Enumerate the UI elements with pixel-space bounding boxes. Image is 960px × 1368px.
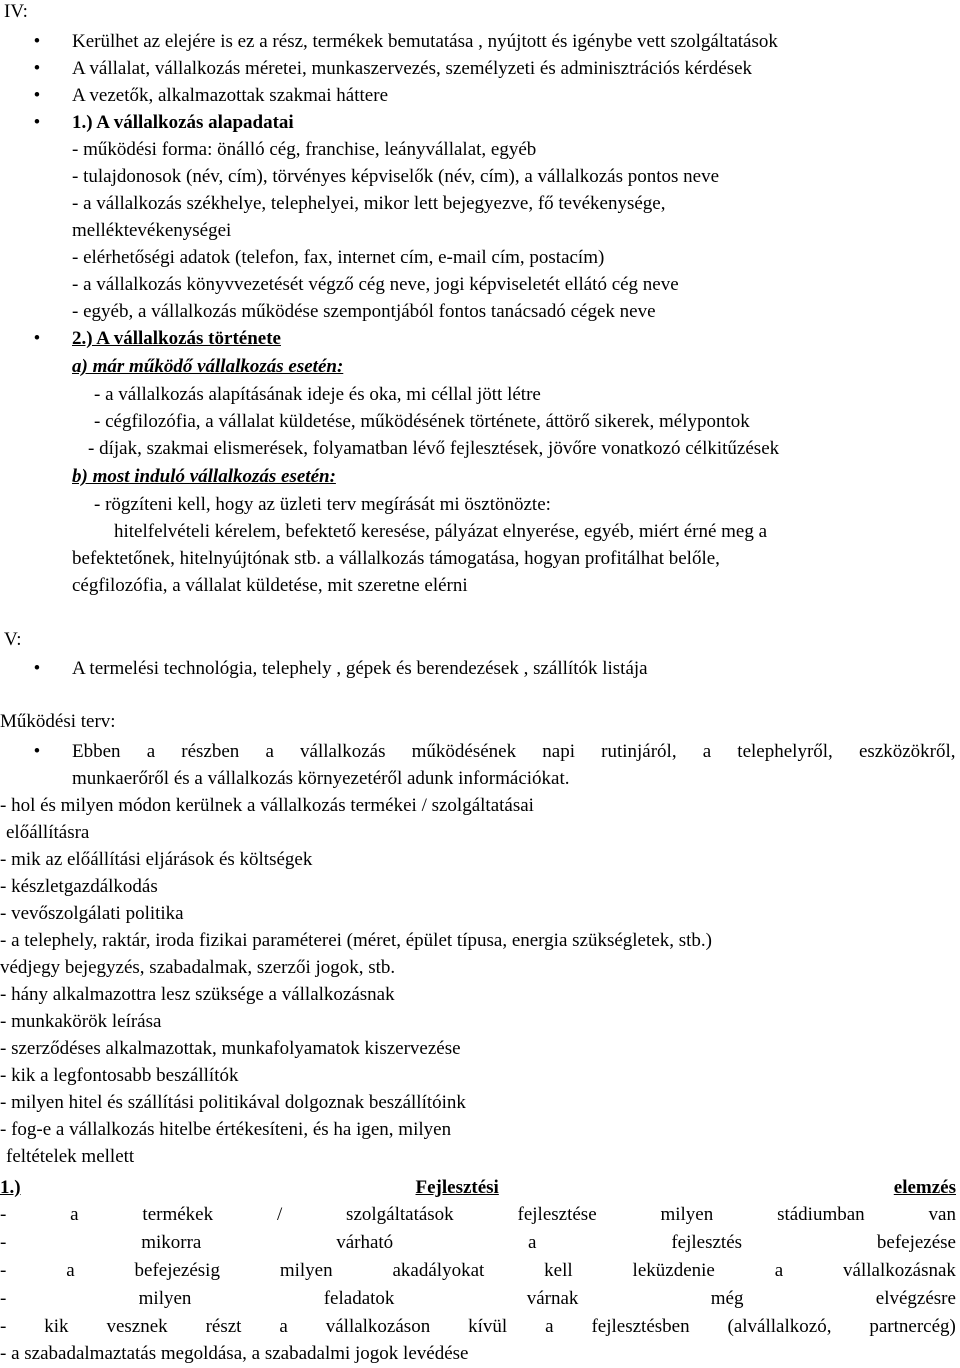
list-item: - elérhetőségi adatok (telefon, fax, internet cím, e-mail cím, postacím) — [72, 247, 605, 268]
list-item: befektetőnek, hitelnyújtónak stb. a vállalkozás támogatása, hogyan profitálhat belőle, — [72, 548, 720, 569]
bullet-icon: • — [33, 328, 41, 349]
bullet-icon: • — [33, 112, 41, 133]
list-item: - a telephely, raktár, iroda fizikai paraméterei (méret, épület típusa, energia szükségletek, stb.) — [0, 930, 712, 951]
list-item: - szerződéses alkalmazottak, munkafolyamatok kiszervezése — [0, 1038, 461, 1059]
justified-row — [0, 1203, 956, 1227]
word: várható — [336, 1232, 394, 1253]
word: milyen — [660, 1204, 714, 1225]
list-item: - munkakörök leírása — [0, 1011, 162, 1032]
subsection-title-development — [0, 1176, 956, 1200]
title-word: Fejlesztési — [415, 1177, 499, 1198]
list-item: - cégfilozófia, a vállalat küldetése, működésének története, áttörő sikerek, mélypontok — [94, 411, 750, 432]
word: részt — [205, 1316, 242, 1337]
word: elvégzésre — [875, 1288, 956, 1309]
title-word: 1.) — [0, 1177, 21, 1198]
word: milyen — [138, 1288, 192, 1309]
word: partnercég) — [869, 1316, 956, 1337]
list-item: melléktevékenységei — [72, 220, 232, 241]
list-item: - a vállalkozás székhelye, telephelyei, mikor lett bejegyezve, fő tevékenysége, — [72, 193, 666, 214]
word: fejlesztés — [671, 1232, 743, 1253]
word: akadályokat — [392, 1260, 485, 1281]
word: van — [928, 1204, 956, 1225]
list-item: A vezetők, alkalmazottak szakmai háttere — [72, 85, 388, 106]
case-title-existing: a) már működő vállalkozás esetén: — [72, 356, 344, 377]
list-item: - mik az előállítási eljárások és költségek — [0, 849, 313, 870]
list-item: - díjak, szakmai elismerések, folyamatban lévő fejlesztések, jövőre vonatkozó célkitűzések — [88, 438, 780, 459]
list-item: hitelfelvételi kérelem, befektető keresése, pályázat elnyerése, egyéb, miért érné meg a — [114, 521, 768, 542]
word: fejlesztésben — [591, 1316, 690, 1337]
list-item: - egyéb, a vállalkozás működése szempontjából fontos tanácsadó cégek neve — [72, 301, 656, 322]
word: vállalkozásnak — [843, 1260, 956, 1281]
justified-line: Ebben a részben a vállalkozás működésének napi rutinjáról, a telephelyről, eszközökről, — [72, 741, 956, 762]
list-item: - a vállalkozás könyvvezetését végző cég neve, jogi képviseletét ellátó cég neve — [72, 274, 679, 295]
word: stádiumban — [777, 1204, 865, 1225]
word: - — [0, 1204, 7, 1225]
section-heading-v: V: — [4, 629, 22, 650]
list-item: feltételek mellett — [6, 1146, 135, 1167]
case-title-new: b) most induló vállalkozás esetén: — [72, 466, 336, 487]
list-item: - tulajdonosok (név, cím), törvényes képviselők (név, cím), a vállalkozás pontos neve — [72, 166, 720, 187]
word: feladatok — [323, 1288, 395, 1309]
list-item: védjegy bejegyzés, szabadalmak, szerzői jogok, stb. — [0, 957, 396, 978]
list-item: - hol és milyen módon kerülnek a vállalkozás termékei / szolgáltatásai — [0, 795, 534, 816]
word: (alvállalkozó, — [727, 1316, 832, 1337]
list-item: előállításra — [6, 822, 90, 843]
bullet-icon: • — [33, 31, 41, 52]
list-item: munkaerőről és a vállalkozás környezetéről adunk információkat. — [72, 768, 570, 789]
list-item: - a szabadalmaztatás megoldása, a szabadalmi jogok levédése — [0, 1343, 469, 1364]
bullet-icon: • — [33, 741, 41, 762]
list-item: A vállalat, vállalkozás méretei, munkaszervezés, személyzeti és adminisztrációs kérdések — [72, 58, 753, 79]
word: - — [0, 1232, 7, 1253]
word: még — [710, 1288, 744, 1309]
subsection-title-basic-data: 1.) A vállalkozás alapadatai — [72, 112, 294, 133]
list-item: Kerülhet az elejére is ez a rész, termékek bemutatása , nyújtott és igénybe vett szolgáltatások — [72, 31, 778, 52]
word: fejlesztése — [517, 1204, 597, 1225]
word: termékek — [142, 1204, 214, 1225]
subsection-title-history: 2.) A vállalkozás története — [72, 328, 281, 349]
word: kik — [44, 1316, 69, 1337]
list-item: - a vállalkozás alapításának ideje és oka, mi céllal jött létre — [94, 384, 541, 405]
list-item: cégfilozófia, a vállalat küldetése, mit szeretne elérni — [72, 575, 468, 596]
justified-row — [0, 1315, 956, 1339]
word: vállalkozáson — [325, 1316, 431, 1337]
section-heading-operations: Működési terv: — [0, 711, 116, 732]
justified-row — [0, 1259, 956, 1283]
word: a — [66, 1260, 75, 1281]
word: a — [545, 1316, 554, 1337]
word: / — [276, 1204, 283, 1225]
list-item: - kik a legfontosabb beszállítók — [0, 1065, 239, 1086]
list-item: - készletgazdálkodás — [0, 876, 158, 897]
word: várnak — [526, 1288, 579, 1309]
word: befejezésig — [134, 1260, 220, 1281]
list-item: - milyen hitel és szállítási politikával dolgoznak beszállítóink — [0, 1092, 466, 1113]
list-item: - működési forma: önálló cég, franchise, leányvállalat, egyéb — [72, 139, 537, 160]
list-item: - rögzíteni kell, hogy az üzleti terv megírását mi ösztönözte: — [94, 494, 551, 515]
word: leküzdenie — [632, 1260, 715, 1281]
word: milyen — [279, 1260, 333, 1281]
justified-row — [0, 1287, 956, 1311]
word: mikorra — [141, 1232, 202, 1253]
title-word: elemzés — [893, 1177, 956, 1198]
word: szolgáltatások — [346, 1204, 454, 1225]
word: - — [0, 1316, 7, 1337]
word: - — [0, 1260, 7, 1281]
list-item: - vevőszolgálati politika — [0, 903, 184, 924]
list-item: A termelési technológia, telephely , gépek és berendezések , szállítók listája — [72, 658, 648, 679]
word: - — [0, 1288, 7, 1309]
word: befejezése — [876, 1232, 956, 1253]
bullet-icon: • — [33, 58, 41, 79]
word: kell — [544, 1260, 573, 1281]
section-heading-iv: IV: — [4, 1, 28, 22]
bullet-icon: • — [33, 658, 41, 679]
word: a — [774, 1260, 784, 1281]
word: a — [70, 1204, 79, 1225]
word: a — [279, 1316, 288, 1337]
list-item — [72, 740, 956, 764]
word: vesznek — [106, 1316, 168, 1337]
word: kívül — [468, 1316, 508, 1337]
justified-row — [0, 1231, 956, 1255]
bullet-icon: • — [33, 85, 41, 106]
list-item: - hány alkalmazottra lesz szüksége a vállalkozásnak — [0, 984, 395, 1005]
word: a — [528, 1232, 537, 1253]
list-item: - fog-e a vállalkozás hitelbe értékesíteni, és ha igen, milyen — [0, 1119, 452, 1140]
